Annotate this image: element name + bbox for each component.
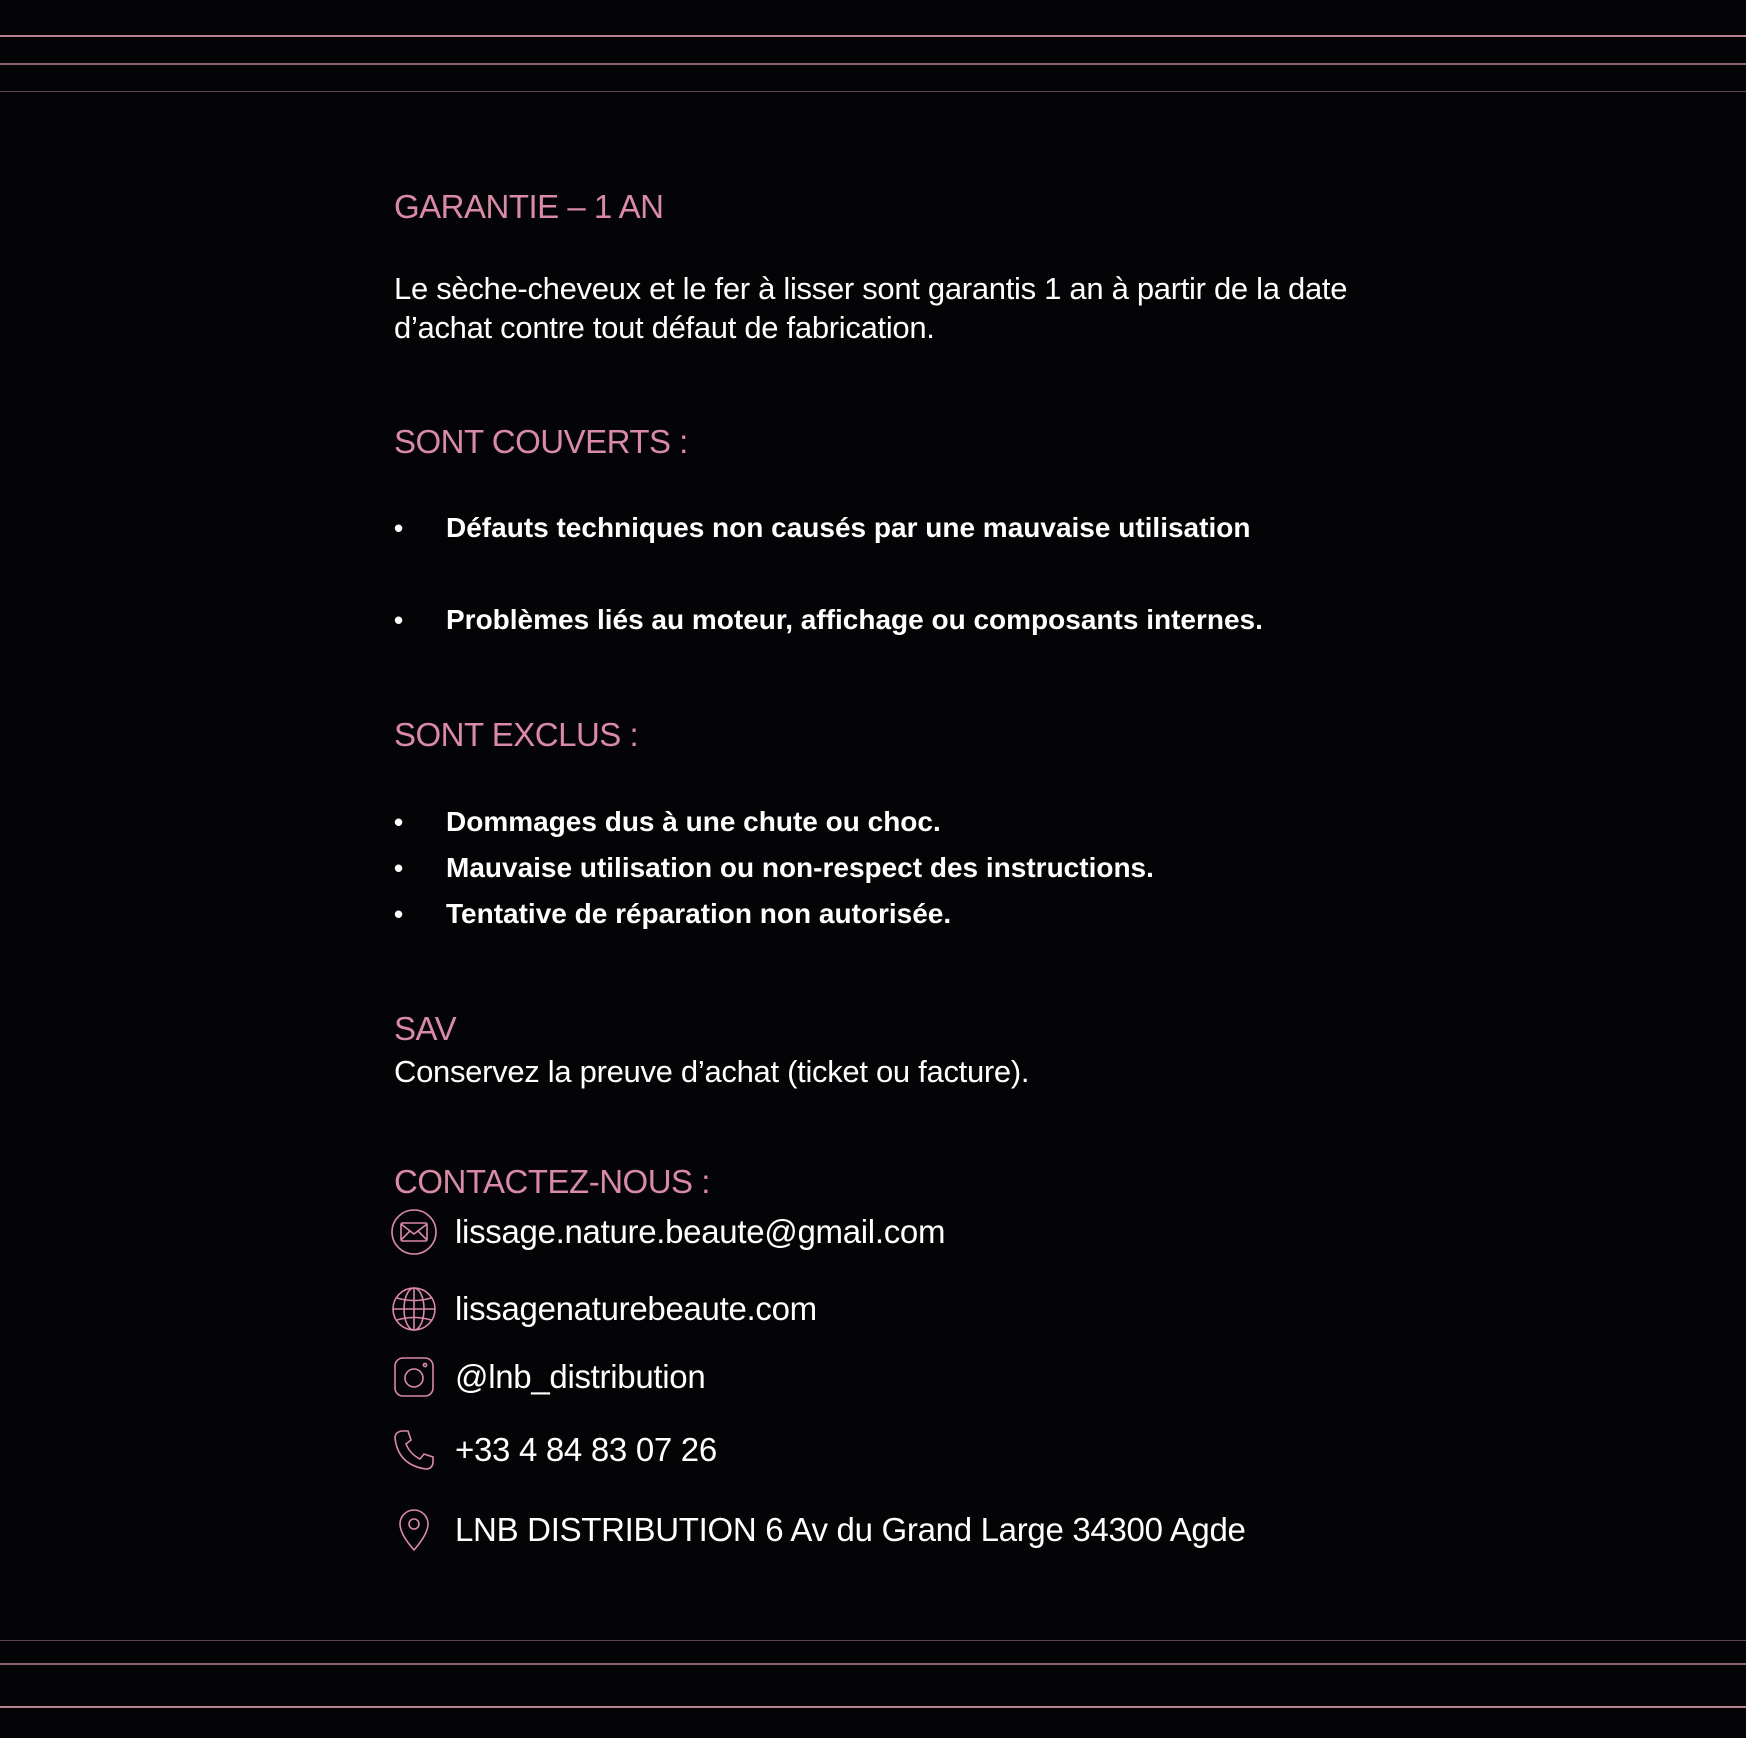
excluded-item [394,898,951,930]
top-rule-1 [0,35,1746,37]
bottom-rule-1 [0,1640,1746,1641]
top-rule-3 [0,91,1746,92]
contact-title: CONTACTEZ-NOUS : [394,1163,710,1200]
instagram-text[interactable]: @lnb_distribution [455,1358,706,1395]
bottom-rule-3 [0,1706,1746,1708]
address-text: LNB DISTRIBUTION 6 Av du Grand Large 34300 Agde [455,1511,1246,1548]
mail-icon [389,1207,439,1257]
bullet-dot: • [394,898,404,929]
bullet-dot: • [394,512,404,543]
covered-item-text: Problèmes liés au moteur, affichage ou composants internes. [446,604,1263,635]
top-rule-2 [0,63,1746,65]
phone-icon [389,1425,439,1475]
instagram-icon [389,1352,439,1402]
covered-item-text: Défauts techniques non causés par une mauvaise utilisation [446,512,1251,543]
covered-item [394,604,1263,636]
bullet-dot: • [394,852,404,883]
location-pin-icon [389,1505,439,1555]
globe-icon [389,1284,439,1334]
website-text[interactable]: lissagenaturebeaute.com [455,1290,817,1327]
excluded-title: SONT EXCLUS : [394,716,639,753]
warranty-text: Le sèche-cheveux et le fer à lisser sont garantis 1 an à partir de la date d’achat contre tout défaut de fabrication. [394,271,1348,345]
sav-text: Conservez la preuve d’achat (ticket ou facture). [394,1054,1030,1089]
covered-title: SONT COUVERTS : [394,423,688,460]
email-text[interactable]: lissage.nature.beaute@gmail.com [455,1213,946,1250]
excluded-item-text: Mauvaise utilisation ou non-respect des instructions. [446,852,1154,883]
bottom-rule-2 [0,1663,1746,1665]
contact-phone[interactable] [389,1425,717,1475]
bullet-dot: • [394,604,404,635]
excluded-item [394,806,941,838]
contact-email[interactable] [389,1207,945,1257]
covered-item [394,512,1250,544]
warranty-title: GARANTIE – 1 AN [394,188,664,225]
excluded-item [394,852,1154,884]
phone-text[interactable]: +33 4 84 83 07 26 [455,1431,717,1468]
contact-instagram[interactable] [389,1352,705,1402]
sav-title: SAV [394,1010,457,1047]
contact-address [389,1505,1246,1555]
bullet-dot: • [394,806,404,837]
contact-website[interactable] [389,1284,817,1334]
excluded-item-text: Tentative de réparation non autorisée. [446,898,952,929]
excluded-item-text: Dommages dus à une chute ou choc. [446,806,941,837]
